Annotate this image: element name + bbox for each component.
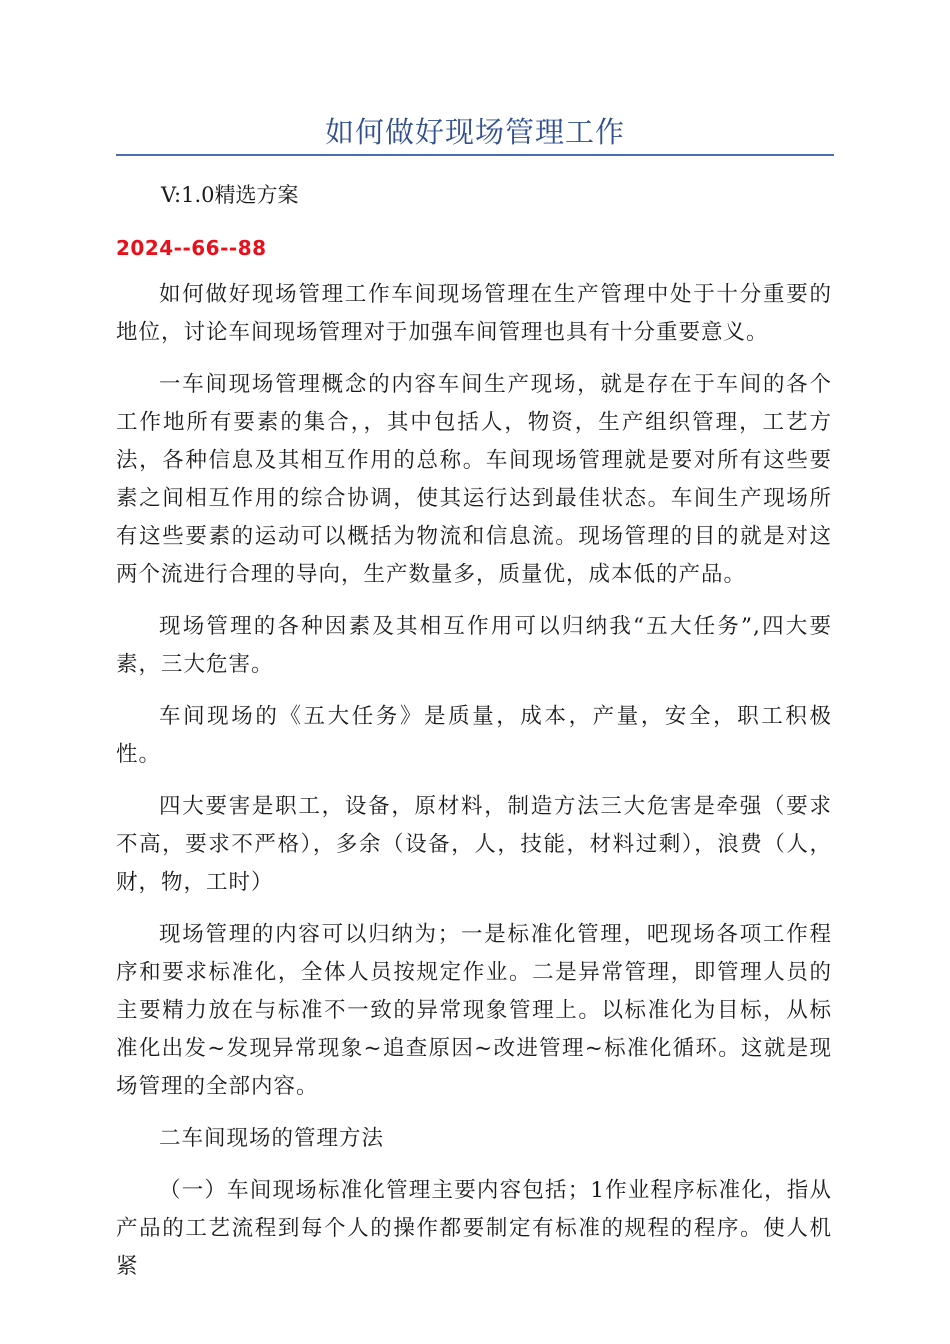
paragraph-intro: 如何做好现场管理工作车间现场管理在生产管理中处于十分重要的地位，讨论车间现场管理对于加强车间管理也具有十分重要意义。 bbox=[116, 282, 832, 345]
paragraph-content: 现场管理的内容可以归纳为；一是标准化管理，吧现场各项工作程序和要求标准化，全体人员按规定作业。二是异常管理，即管理人员的主要精力放在与标准不一致的异常现象管理上。以标准化为目标，从标准化出发~发现异常现象~追查原因~改进管理~标准化循环。这就是现场管理的全部内容。 bbox=[116, 922, 832, 1099]
date-label: 2024--66--88 bbox=[116, 236, 267, 260]
paragraph-factors: 现场管理的各种因素及其相互作用可以归纳我“五大任务”,四大要素，三大危害。 bbox=[116, 614, 832, 677]
paragraph-standardization: （一）车间现场标准化管理主要内容包括；1作业程序标准化，指从产品的工艺流程到每个人的操作都要制定有标准的规程的程序。使人机紧 bbox=[116, 1178, 832, 1279]
title-underline bbox=[116, 154, 834, 156]
document-title: 如何做好现场管理工作 bbox=[324, 115, 625, 149]
document-body bbox=[116, 276, 832, 1300]
paragraph-concept: 一车间现场管理概念的内容车间生产现场，就是存在于车间的各个工作地所有要素的集合，，其中包括人，物资，生产组织管理，工艺方法，各种信息及其相互作用的总称。车间现场管理就是要对所有这些要素之间相互作用的综合协调，使其运行达到最佳状态。车间生产现场所有这些要素的运动可以概括为物流和信息流。现场管理的目的就是对这两个流进行合理的导向，生产数量多，质量优，成本低的产品。 bbox=[116, 372, 832, 587]
section-heading-methods: 二车间现场的管理方法 bbox=[159, 1126, 385, 1151]
paragraph-five-tasks: 车间现场的《五大任务》是质量，成本，产量，安全，职工积极性。 bbox=[116, 704, 832, 767]
version-label: V:1.0精选方案 bbox=[161, 183, 299, 207]
paragraph-four-elements: 四大要害是职工，设备，原材料，制造方法三大危害是牵强（要求不高，要求不严格），多余（设备，人，技能，材料过剩），浪费（人，财，物，工时） bbox=[116, 794, 832, 895]
